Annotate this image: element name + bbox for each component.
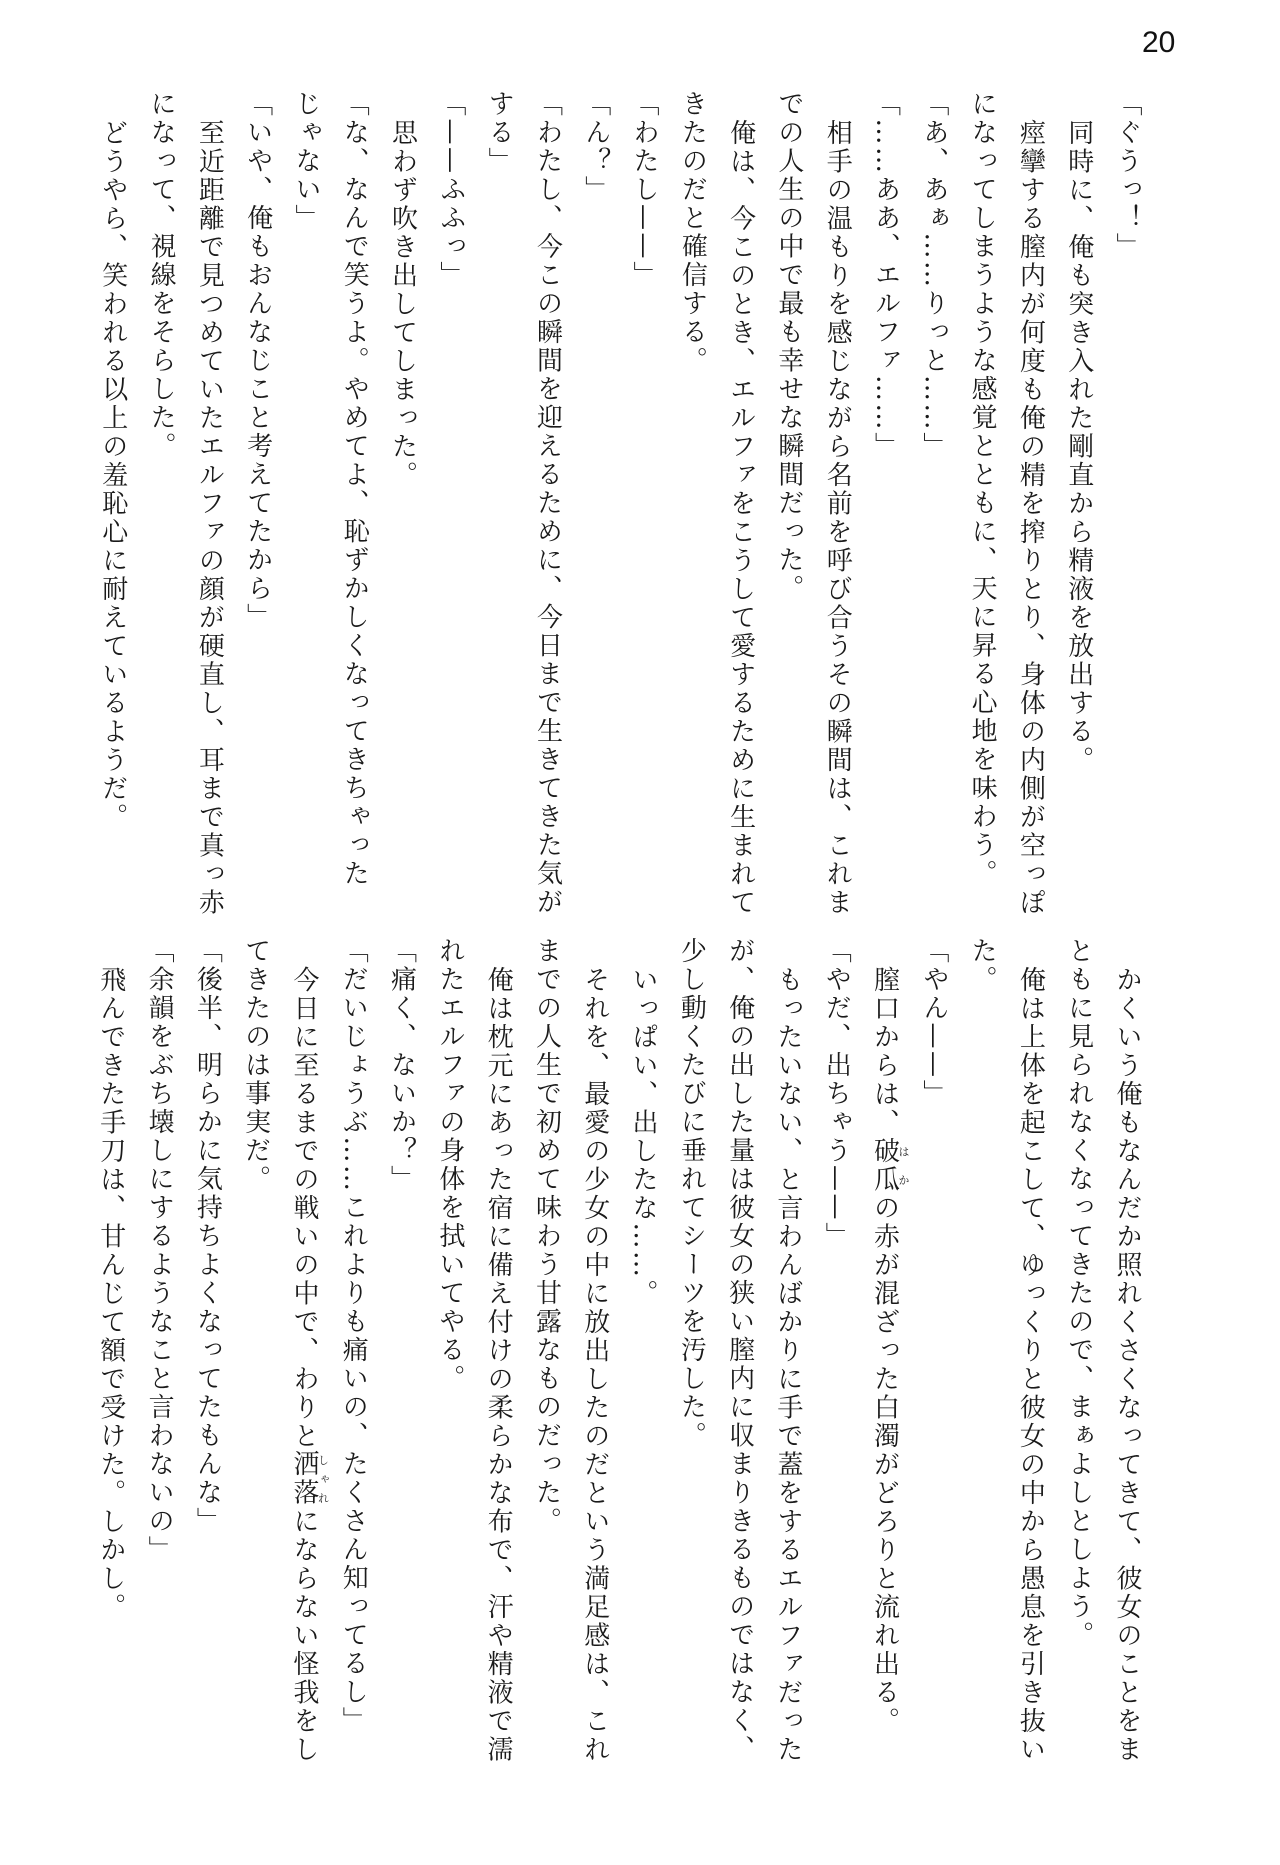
text-line: 「な、なんで笑うよ。やめてよ、恥ずかしくなってきちゃった — [339, 90, 370, 888]
text-line: 「——ふふっ」 — [435, 90, 466, 290]
ruby-base: 洒落 — [288, 1450, 319, 1507]
text-line: 「わたし、今この瞬間を迎えるために、今日まで生きてきた気が — [532, 90, 563, 917]
ruby-reading: はか — [897, 1136, 911, 1194]
text-line: 「ん？」 — [580, 90, 611, 204]
text-line: かくいう俺もなんだか照れくさくなってきて、彼女のことをま — [1112, 965, 1142, 1764]
ruby-reading: しゃれ — [316, 1450, 330, 1507]
text-line: 俺は上体を起こして、ゆっくりと彼女の中から愚息を引き抜い — [1015, 965, 1046, 1764]
text-line: での人生の中で最も幸せな瞬間だった。 — [773, 90, 804, 603]
text-line: 少し動くたびに垂れてシーツを汚した。 — [676, 937, 707, 1450]
furigana-ruby — [288, 1450, 330, 1507]
text-line: じゃない」 — [290, 90, 321, 233]
text-line: 「余韻をぶち壊しにするようなこと言わないの」 — [144, 937, 175, 1564]
text-line: 飛んできた手刀は、甘んじて額で受けた。しかし。 — [95, 965, 126, 1621]
text-line: 「やん——」 — [918, 937, 949, 1108]
text-line: それを、最愛の少女の中に放出したのだという満足感は、これ — [579, 965, 610, 1764]
text-line: 同時に、俺も突き入れた剛直から精液を放出する。 — [1063, 118, 1094, 774]
text-line: ともに見られなくなってきたので、まぁよしとしよう。 — [1063, 937, 1094, 1650]
text-line: いっぱい、出したな……。 — [628, 965, 659, 1308]
text-line: までの人生で初めて味わう甘露なものだった。 — [531, 937, 562, 1536]
text-block-top — [88, 90, 1151, 930]
text-line: 至近距離で見つめていたエルファの顔が硬直し、耳まで真っ赤 — [194, 118, 225, 917]
text-line — [280, 937, 329, 1777]
text-line: どうやら、笑われる以上の羞恥心に耐えているようだ。 — [97, 118, 128, 831]
text-line: 思わず吹き出してしまった。 — [387, 118, 418, 489]
line-text: にならない怪我をし — [288, 1507, 319, 1764]
text-line: 俺は、今このとき、エルファをこうして愛するために生まれて — [725, 118, 756, 917]
text-line: 「ぐうっ！」 — [1112, 90, 1142, 261]
text-line: 「わたし——」 — [629, 90, 660, 290]
text-line: する」 — [484, 90, 515, 176]
text-line: 「痛く、ないか？」 — [386, 937, 417, 1194]
text-line: 「後半、明らかに気持ちよくなってたもんな」 — [192, 937, 223, 1536]
text-line: が、俺の出した量は彼女の狭い膣内に収まりきるものではなく、 — [724, 937, 755, 1764]
text-line: 「いや、俺もおんなじこと考えてたから」 — [242, 90, 273, 632]
ruby-base: 破瓜 — [869, 1136, 900, 1194]
text-line: になってしまうような感覚とともに、天に昇る心地を味わう。 — [967, 90, 998, 888]
text-line: てきたのは事実だ。 — [240, 937, 271, 1194]
line-text: 今日に至るまでの戦いの中で、わりと — [288, 965, 319, 1450]
text-line: 相手の温もりを感じながら名前を呼び合うその瞬間は、これま — [822, 118, 853, 917]
text-line: 俺は枕元にあった宿に備え付けの柔らかな布で、汗や精液で濡 — [483, 965, 514, 1764]
text-line: 「だいじょうぶ……これよりも痛いの、たくさん知ってるし」 — [338, 937, 369, 1735]
text-line: 痙攣する膣内が何度も俺の精を搾りとり、身体の内側が空っぽ — [1015, 118, 1046, 917]
page-number: 20 — [1142, 26, 1176, 59]
text-line: た。 — [967, 937, 998, 994]
text-line: れたエルファの身体を拭いてやる。 — [434, 937, 465, 1393]
text-line: きたのだと確信する。 — [677, 90, 708, 375]
text-line: もったいない、と言わんばかりに手で蓋をするエルファだった — [772, 965, 803, 1764]
text-line — [860, 937, 909, 1777]
text-line: になって、視線をそらした。 — [146, 90, 177, 461]
furigana-ruby — [869, 1136, 911, 1194]
text-line: 「あ、あぁ……りっと……」 — [918, 90, 949, 461]
text-line: 「やだ、出ちゃう——」 — [821, 937, 852, 1251]
text-line: 「……ああ、エルファ……」 — [870, 90, 901, 461]
line-text: 膣口からは、 — [869, 965, 900, 1137]
line-text: の赤が混ざった白濁がどろりと流れ出る。 — [869, 1193, 900, 1735]
text-block-bottom — [88, 937, 1151, 1777]
